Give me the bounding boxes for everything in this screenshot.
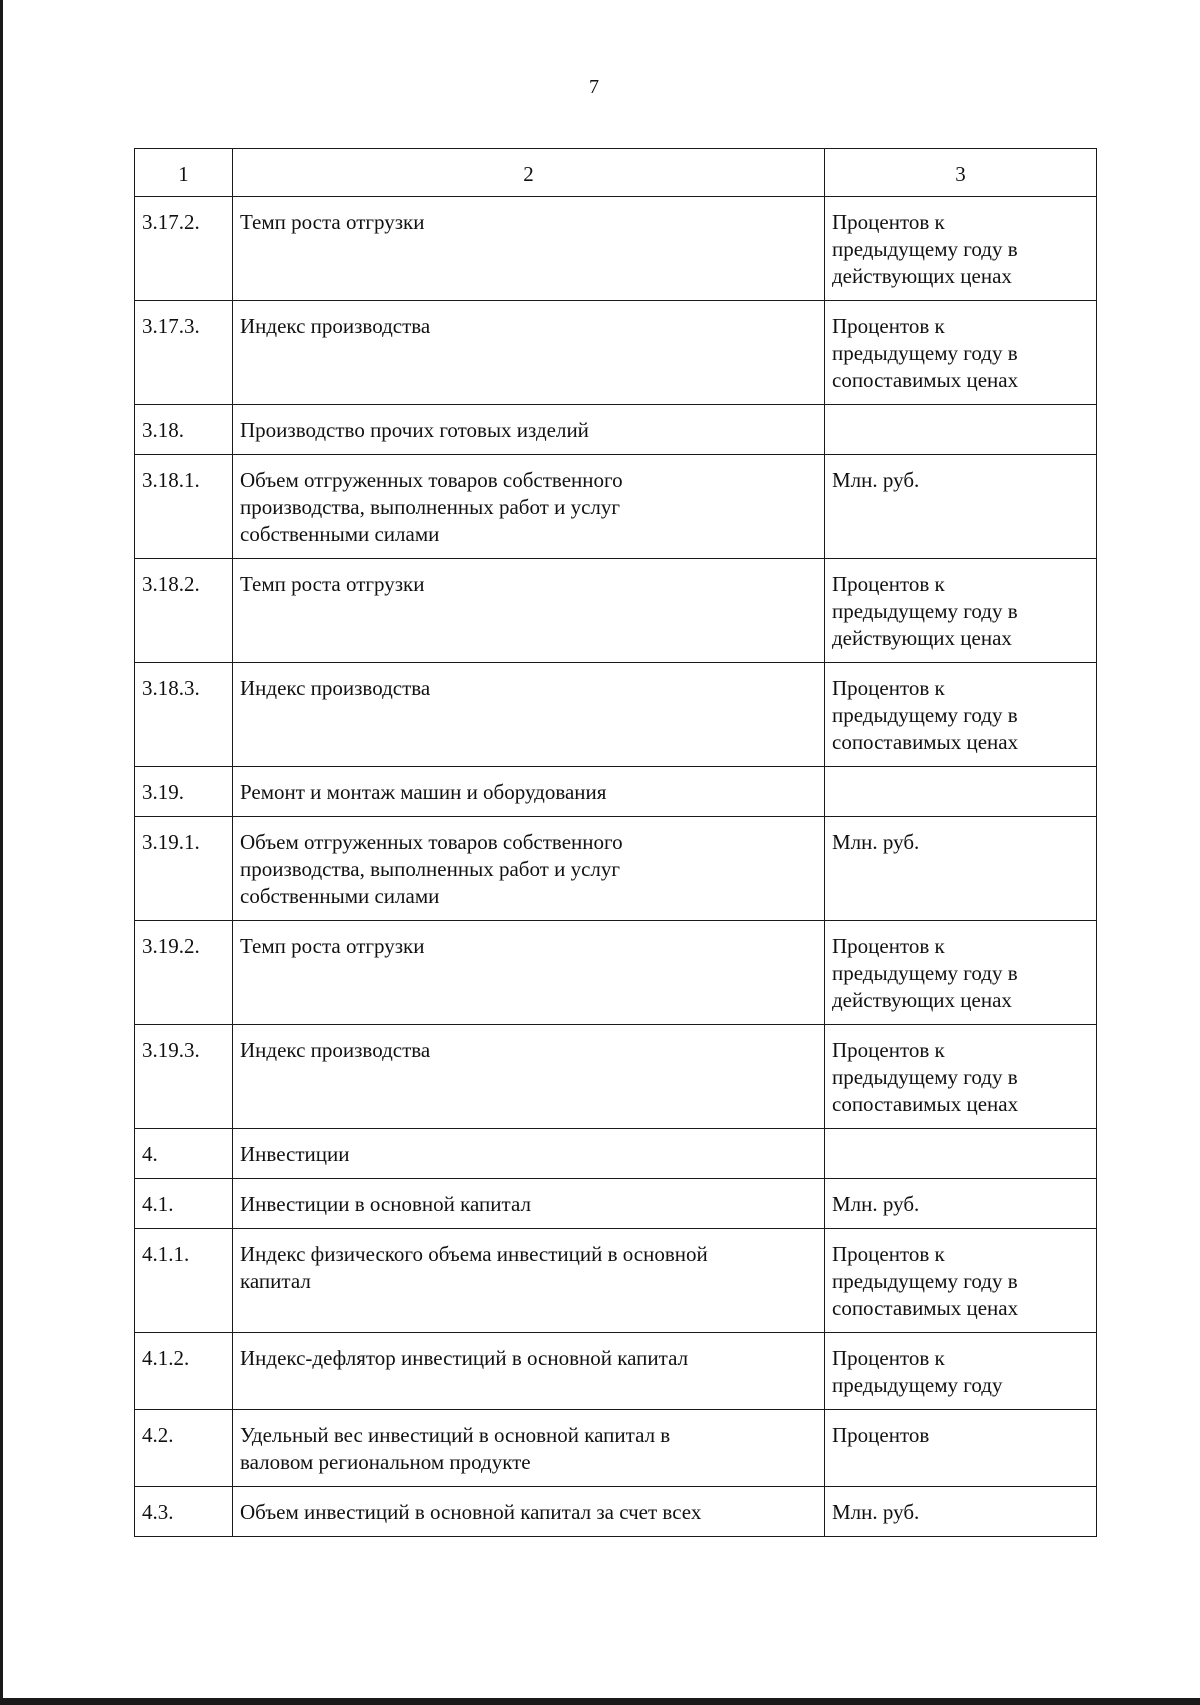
row-number-cell: 3.17.3. xyxy=(135,301,233,405)
row-number-cell: 4.1.2. xyxy=(135,1333,233,1410)
page-number: 7 xyxy=(589,76,599,98)
table-row xyxy=(135,817,1097,921)
row-name-cell: Темп роста отгрузки xyxy=(233,921,825,1025)
row-unit-cell xyxy=(825,405,1097,455)
row-number-cell: 4. xyxy=(135,1129,233,1179)
row-number-cell: 3.18.1. xyxy=(135,455,233,559)
row-name-cell: Темп роста отгрузки xyxy=(233,197,825,301)
table-row xyxy=(135,455,1097,559)
row-number-cell: 3.18. xyxy=(135,405,233,455)
row-number-cell: 3.19.3. xyxy=(135,1025,233,1129)
row-unit-cell: Млн. руб. xyxy=(825,1179,1097,1229)
row-number-cell: 4.1.1. xyxy=(135,1229,233,1333)
row-name-cell: Темп роста отгрузки xyxy=(233,559,825,663)
table-row xyxy=(135,1025,1097,1129)
row-number-cell: 3.18.2. xyxy=(135,559,233,663)
row-name-cell: Объем отгруженных товаров собственного производства, выполненных работ и услуг собственными силами xyxy=(233,817,825,921)
row-name-cell: Объем инвестиций в основной капитал за счет всех xyxy=(233,1487,825,1537)
row-unit-cell: Процентов к предыдущему году в сопоставимых ценах xyxy=(825,1229,1097,1333)
table-row xyxy=(135,405,1097,455)
header-cell-unit: 3 xyxy=(825,149,1097,197)
header-cell-name: 2 xyxy=(233,149,825,197)
row-name-cell: Удельный вес инвестиций в основной капитал в валовом региональном продукте xyxy=(233,1410,825,1487)
table-row xyxy=(135,1333,1097,1410)
row-unit-cell: Процентов к предыдущему году в сопоставимых ценах xyxy=(825,1025,1097,1129)
scan-edge-left xyxy=(0,0,3,1705)
row-unit-cell: Процентов к предыдущему году в действующих ценах xyxy=(825,559,1097,663)
row-name-cell: Индекс-дефлятор инвестиций в основной капитал xyxy=(233,1333,825,1410)
row-name-cell: Индекс производства xyxy=(233,301,825,405)
scan-edge-bottom xyxy=(0,1698,1200,1705)
row-number-cell: 4.2. xyxy=(135,1410,233,1487)
table-row xyxy=(135,663,1097,767)
row-number-cell: 3.19.1. xyxy=(135,817,233,921)
table-row xyxy=(135,921,1097,1025)
row-number-cell: 4.1. xyxy=(135,1179,233,1229)
table-row xyxy=(135,301,1097,405)
header-cell-number: 1 xyxy=(135,149,233,197)
indicators-table xyxy=(134,148,1097,1537)
row-name-cell: Инвестиции xyxy=(233,1129,825,1179)
table-body xyxy=(135,149,1097,1537)
row-unit-cell: Процентов к предыдущему году в действующих ценах xyxy=(825,197,1097,301)
row-name-cell: Объем отгруженных товаров собственного производства, выполненных работ и услуг собственными силами xyxy=(233,455,825,559)
table-row xyxy=(135,1410,1097,1487)
row-number-cell: 3.19. xyxy=(135,767,233,817)
row-name-cell: Индекс производства xyxy=(233,663,825,767)
row-unit-cell xyxy=(825,767,1097,817)
table-row xyxy=(135,1487,1097,1537)
table-row xyxy=(135,197,1097,301)
row-number-cell: 4.3. xyxy=(135,1487,233,1537)
row-name-cell: Индекс производства xyxy=(233,1025,825,1129)
row-name-cell: Инвестиции в основной капитал xyxy=(233,1179,825,1229)
row-name-cell: Индекс физического объема инвестиций в основной капитал xyxy=(233,1229,825,1333)
row-unit-cell xyxy=(825,1129,1097,1179)
table-row xyxy=(135,1129,1097,1179)
row-name-cell: Ремонт и монтаж машин и оборудования xyxy=(233,767,825,817)
row-unit-cell: Млн. руб. xyxy=(825,817,1097,921)
table-header-row xyxy=(135,149,1097,197)
row-unit-cell: Процентов к предыдущему году в сопоставимых ценах xyxy=(825,301,1097,405)
row-name-cell: Производство прочих готовых изделий xyxy=(233,405,825,455)
row-unit-cell: Процентов к предыдущему году в сопоставимых ценах xyxy=(825,663,1097,767)
table-row xyxy=(135,767,1097,817)
row-unit-cell: Процентов к предыдущему году xyxy=(825,1333,1097,1410)
row-number-cell: 3.19.2. xyxy=(135,921,233,1025)
row-number-cell: 3.17.2. xyxy=(135,197,233,301)
table-row xyxy=(135,559,1097,663)
row-unit-cell: Процентов к предыдущему году в действующих ценах xyxy=(825,921,1097,1025)
row-unit-cell: Млн. руб. xyxy=(825,455,1097,559)
row-unit-cell: Процентов xyxy=(825,1410,1097,1487)
table-row xyxy=(135,1229,1097,1333)
table-row xyxy=(135,1179,1097,1229)
row-unit-cell: Млн. руб. xyxy=(825,1487,1097,1537)
row-number-cell: 3.18.3. xyxy=(135,663,233,767)
